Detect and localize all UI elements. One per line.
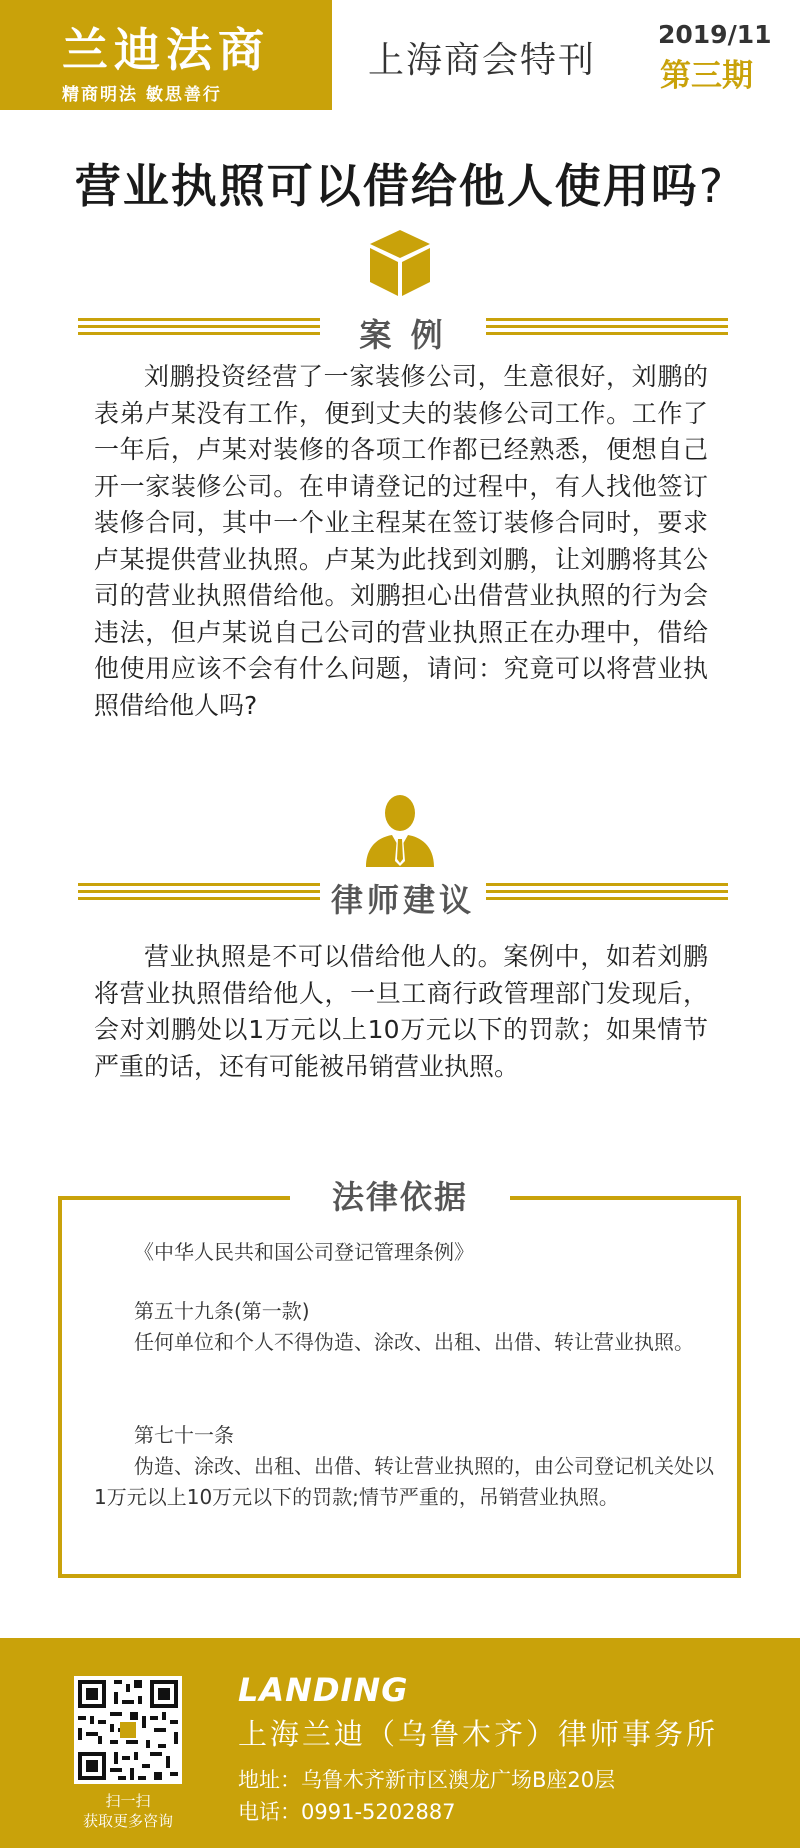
- case-heading: 案 例: [359, 316, 447, 354]
- article-1-title: 第五十九条(第一款): [134, 1299, 310, 1323]
- advice-section-header: [78, 875, 728, 919]
- qr-code[interactable]: [74, 1676, 182, 1784]
- law-source: 《中华人民共和国公司登记管理条例》: [134, 1240, 474, 1264]
- case-section-header: [78, 310, 728, 354]
- case-text: 刘鹏投资经营了一家装修公司，生意很好，刘鹏的表弟卢某没有工作，便到丈夫的装修公司工作。工作了一年后，卢某对装修的各项工作都已经熟悉，便想自己开一家装修公司。在申请登记的过程中，有人找他签订装修合同，其中一个业主程某在签订装修合同时，要求卢某提供营业执照。卢某为此找到刘鹏，让刘鹏将其公司的营业执照借给他。刘鹏担心出借营业执照的行为会违法，但卢某说自己公司的营业执照正在办理中，借给他使用应该不会有什么问题，请问：究竟可以将营业执照借给他人吗?: [94, 362, 708, 720]
- article-2-title: 第七十一条: [134, 1423, 234, 1447]
- advice-heading: 律师建议: [330, 881, 475, 919]
- article-2-text: 伪造、涂改、出租、出借、转让营业执照的，由公司登记机关处以1万元以上10万元以下的罚款;情节严重的，吊销营业执照。: [94, 1454, 714, 1509]
- lawyer-icon: [362, 791, 438, 867]
- page-title: [0, 150, 800, 216]
- page-title-question-mark: ?: [698, 159, 726, 213]
- firm-address: 地址：乌鲁木齐新市区澳龙广场B座20层: [238, 1768, 616, 1792]
- box-icon: [368, 228, 432, 298]
- article-1-text: 任何单位和个人不得伪造、涂改、出租、出借、转让营业执照。: [134, 1330, 694, 1354]
- issue-number: 第三期: [660, 58, 753, 94]
- issue-date: 2019/11: [658, 20, 772, 49]
- firm-name: 上海兰迪（乌鲁木齐）律师事务所: [238, 1717, 719, 1751]
- qr-caption-1: 扫一扫: [105, 1792, 151, 1810]
- legal-basis-heading: 法律依据: [290, 1172, 510, 1218]
- advice-text: 营业执照是不可以借给他人的。案例中，如若刘鹏将营业执照借给他人，一旦工商行政管理部门发现后，会对刘鹏处以1万元以上10万元以下的罚款；如果情节严重的话，还有可能被吊销营业执照。: [94, 942, 708, 1081]
- publication-title: 上海商会特刊: [368, 40, 597, 81]
- brand-name: 兰迪法商: [62, 23, 270, 77]
- qr-caption-2: 获取更多咨询: [82, 1812, 173, 1830]
- firm-phone: 电话：0991-5202887: [238, 1800, 456, 1824]
- footer: [0, 1638, 800, 1848]
- brand-slogan: 精商明法 敏思善行: [62, 85, 222, 105]
- brand-box: [0, 0, 332, 110]
- header: [0, 0, 800, 110]
- page-title-text: 营业执照可以借给他人使用吗: [74, 159, 699, 213]
- firm-logo: LANDING: [238, 1671, 409, 1709]
